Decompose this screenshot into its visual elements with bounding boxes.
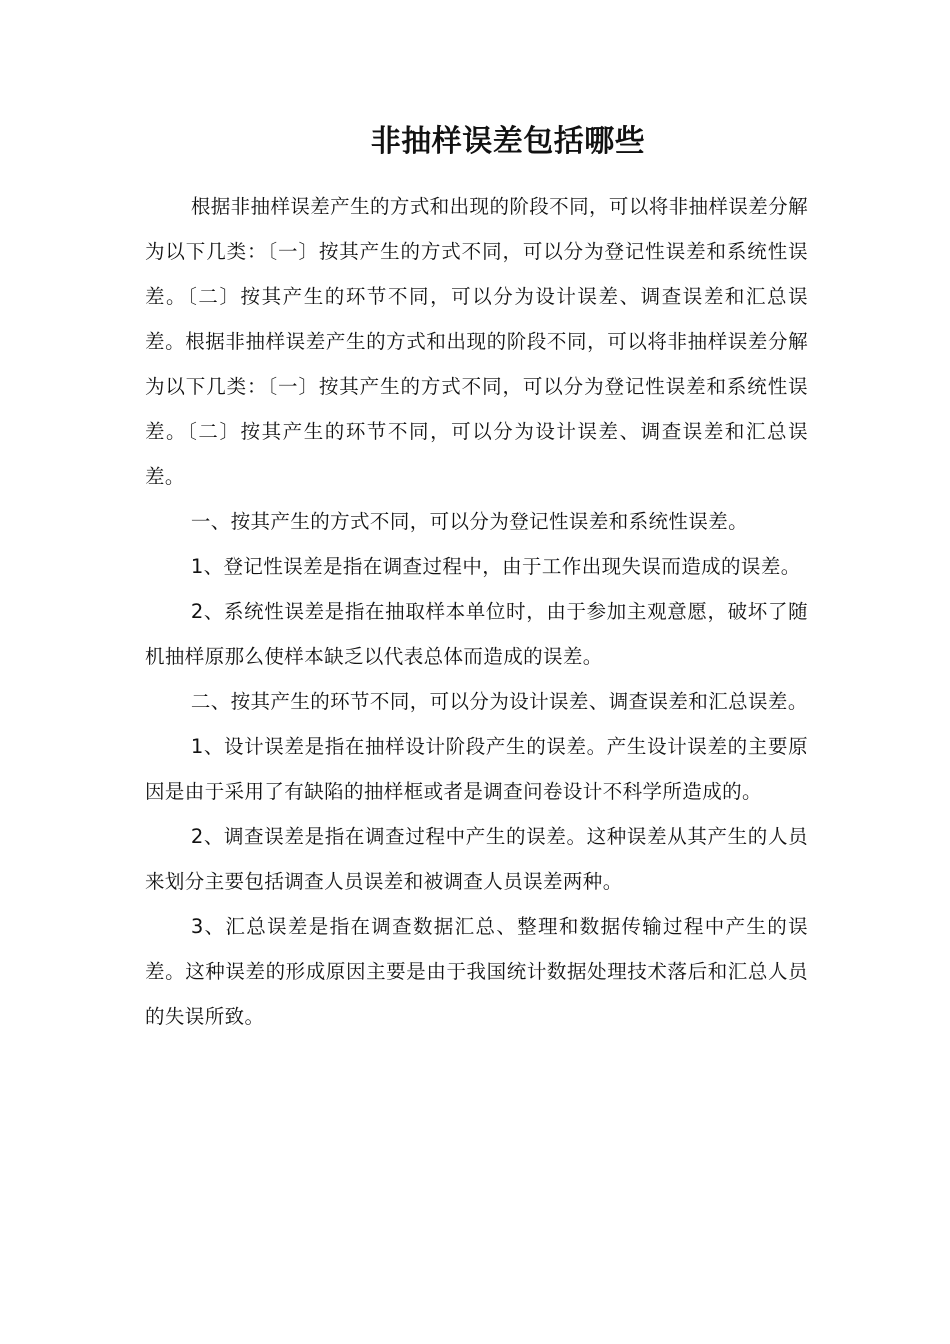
document-body	[145, 184, 808, 1039]
paragraph-section-2-item-1: 1、设计误差是指在抽样设计阶段产生的误差。产生设计误差的主要原因是由于采用了有缺陷的抽样框或者是调查问卷设计不科学所造成的。	[145, 735, 808, 803]
paragraph-intro: 根据非抽样误差产生的方式和出现的阶段不同，可以将非抽样误差分解为以下几类：〔一〕按其产生的方式不同，可以分为登记性误差和系统性误差。〔二〕按其产生的环节不同，可以分为设计误差、调查误差和汇总误差。根据非抽样误差产生的方式和出现的阶段不同，可以将非抽样误差分解为以下几类：〔一〕按其产生的方式不同，可以分为登记性误差和系统性误差。〔二〕按其产生的环节不同，可以分为设计误差、调查误差和汇总误差。	[145, 195, 808, 488]
paragraph-section-2-item-3: 3、汇总误差是指在调查数据汇总、整理和数据传输过程中产生的误差。这种误差的形成原因主要是由于我国统计数据处理技术落后和汇总人员的失误所致。	[145, 915, 808, 1028]
document-title: 非抽样误差包括哪些	[370, 124, 646, 159]
paragraph-section-2-item-2: 2、调查误差是指在调查过程中产生的误差。这种误差从其产生的人员来划分主要包括调查人员误差和被调查人员误差两种。	[145, 825, 808, 893]
paragraph-section-1-item-2: 2、系统性误差是指在抽取样本单位时，由于参加主观意愿，破坏了随机抽样原那么使样本缺乏以代表总体而造成的误差。	[145, 600, 808, 668]
paragraph-section-1-heading: 一、按其产生的方式不同，可以分为登记性误差和系统性误差。	[190, 510, 749, 533]
paragraph-section-1-item-1: 1、登记性误差是指在调查过程中，由于工作出现失误而造成的误差。	[190, 555, 801, 578]
paragraph-section-2-heading: 二、按其产生的环节不同，可以分为设计误差、调查误差和汇总误差。	[190, 690, 808, 713]
